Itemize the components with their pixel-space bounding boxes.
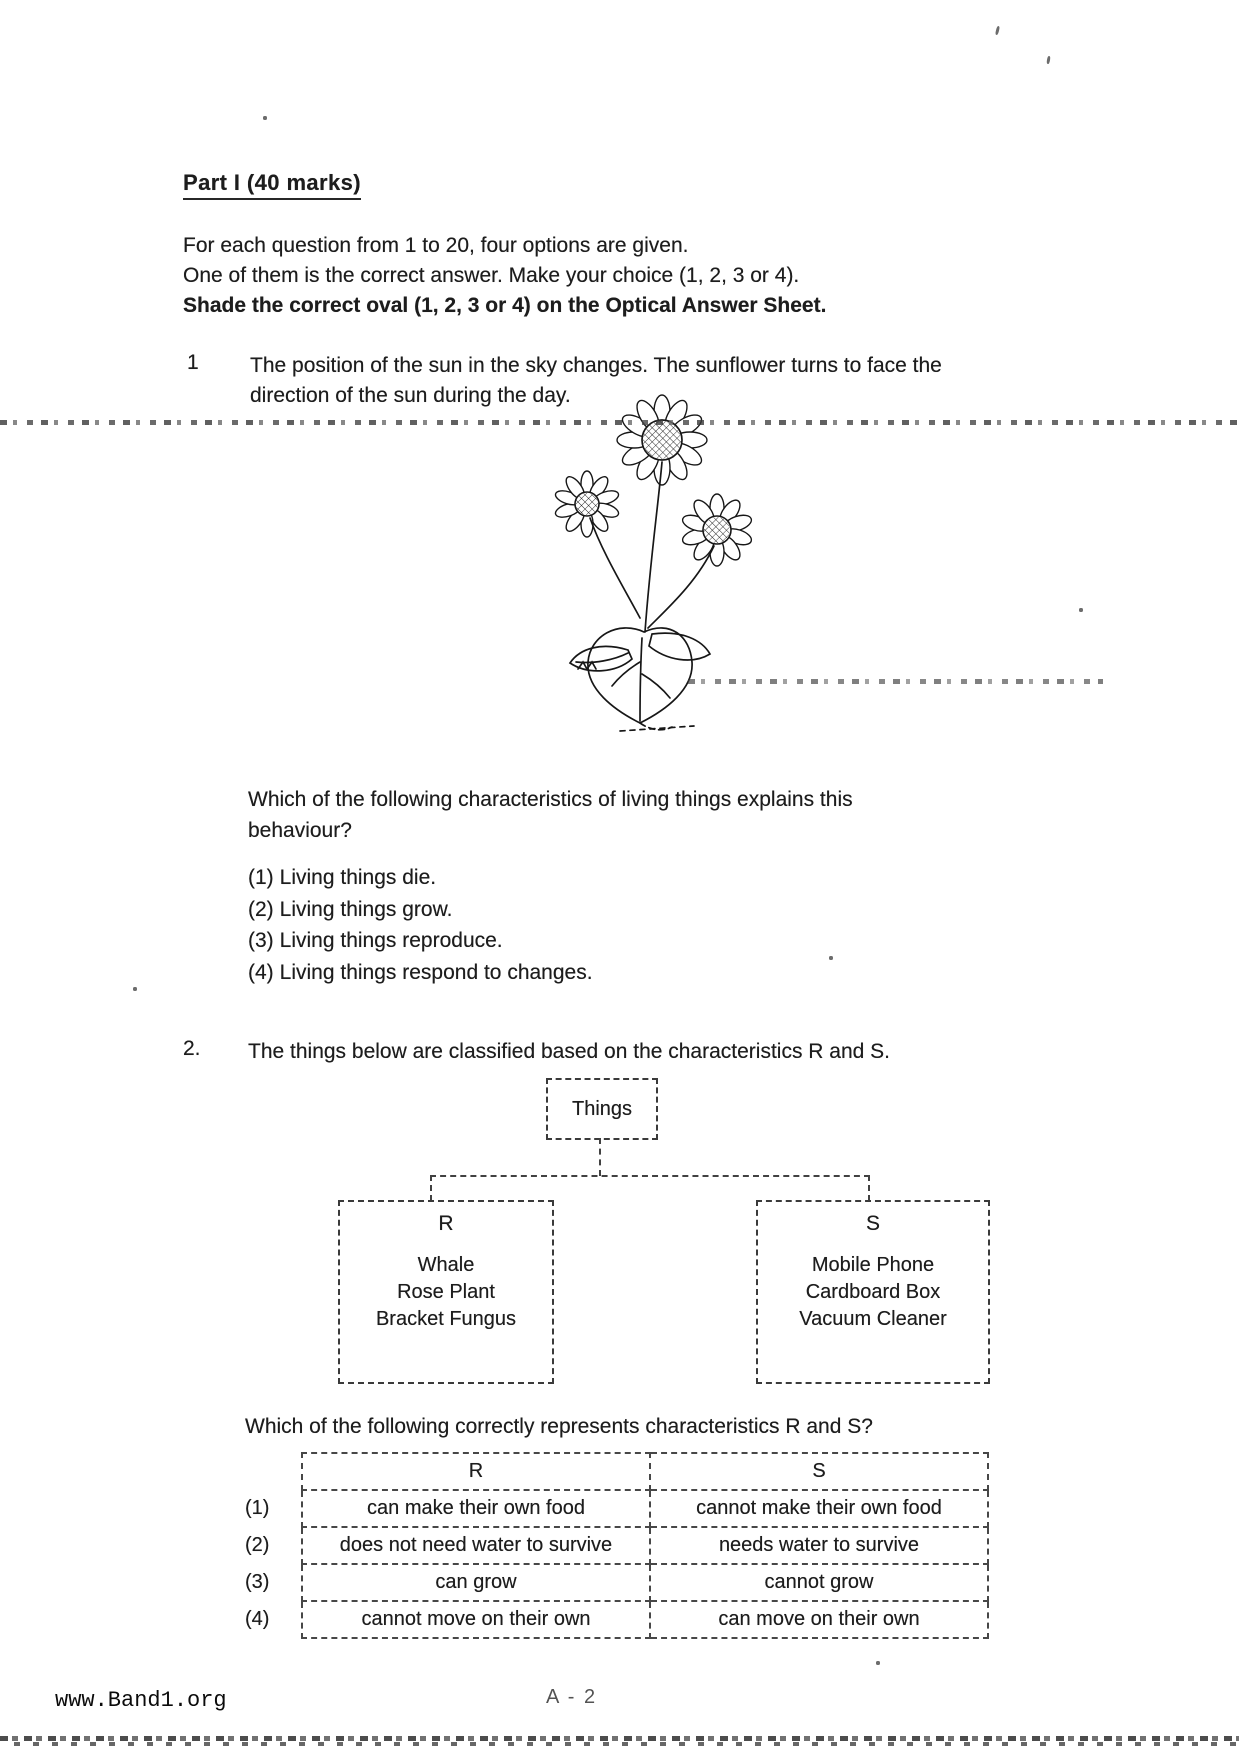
table-cell-r: cannot move on their own (302, 1601, 650, 1638)
diagram-s-items (758, 1252, 988, 1333)
list-item: Bracket Fungus (375, 1308, 517, 1330)
table-header-r: R (302, 1453, 650, 1490)
page-number: A - 2 (546, 1686, 598, 1708)
scan-noise-band (0, 420, 1239, 425)
option-label: (4) (248, 960, 274, 984)
option-label: (3) (248, 929, 274, 952)
diagram-connector-root (599, 1138, 601, 1176)
diagram-r-items (340, 1252, 552, 1333)
table-cell-r: does not need water to survive (302, 1527, 650, 1564)
diagram-r-box (338, 1200, 554, 1384)
scan-noise-band (0, 1736, 1239, 1747)
table-cell-r: can grow (302, 1564, 650, 1601)
table-cell-s: cannot grow (650, 1564, 988, 1601)
row-number: (3) (245, 1571, 270, 1593)
table-row (245, 1527, 988, 1564)
diagram-s-box (756, 1200, 990, 1384)
table-header-s: S (650, 1453, 988, 1490)
list-item: Mobile Phone (811, 1254, 935, 1276)
q1-option-3 (248, 925, 599, 957)
option-text: Living things respond to changes. (279, 960, 593, 984)
sunflower-illustration (532, 392, 822, 737)
instruction-line-2: One of them is the correct answer. Make your choice (1, 2, 3 or 4). (183, 264, 800, 287)
sunflower-right-bloom (681, 494, 754, 566)
q1-option-1 (248, 862, 599, 894)
option-label: (1) (248, 866, 274, 889)
q1-number: 1 (187, 351, 199, 374)
diagram-root-box (546, 1078, 658, 1140)
q1-option-4 (248, 957, 599, 989)
q2-number: 2. (183, 1037, 201, 1060)
q1-prompt: Which of the following characteristics of living things explains this behaviour? (248, 788, 853, 842)
table-cell-s: needs water to survive (650, 1527, 988, 1564)
row-number (245, 1453, 302, 1490)
scan-speck (133, 987, 137, 991)
scan-speck (995, 26, 1000, 35)
part-title: Part I (40 marks) (183, 170, 361, 200)
q2-stem: The things below are classified based on the characteristics R and S. (248, 1040, 891, 1063)
q1-options (248, 862, 599, 988)
table-row (245, 1564, 988, 1601)
option-label: (2) (248, 897, 274, 921)
q1-option-2 (248, 894, 599, 926)
row-number: (1) (245, 1497, 270, 1519)
list-item: Whale (417, 1254, 475, 1276)
row-number: (4) (245, 1608, 270, 1630)
instruction-line-3: Shade the correct oval (1, 2, 3 or 4) on the Optical Answer Sheet. (183, 294, 827, 317)
characteristics-table (245, 1452, 989, 1639)
option-text: Living things reproduce. (279, 929, 503, 952)
diagram-r-label: R (438, 1212, 454, 1235)
diagram-s-label: S (865, 1212, 880, 1235)
diagram-connector-branch (430, 1175, 870, 1177)
sunflower-left-bloom (554, 471, 620, 537)
q2-prompt: Which of the following correctly represents characteristics R and S? (245, 1415, 873, 1438)
scan-speck (829, 956, 833, 960)
scan-noise-band (688, 679, 1103, 684)
diagram-root-label: Things (571, 1097, 633, 1120)
instruction-line-1: For each question from 1 to 20, four options are given. (183, 234, 689, 257)
list-item: Rose Plant (397, 1281, 495, 1303)
scan-speck (876, 1661, 880, 1665)
footer-site-text: www.Band1.org (55, 1688, 227, 1713)
scan-speck (1079, 608, 1083, 612)
table-row (245, 1490, 988, 1527)
table-cell-r: can make their own food (302, 1490, 650, 1527)
instructions-block (183, 231, 963, 321)
scan-speck (1046, 56, 1050, 64)
table-row (245, 1601, 988, 1638)
q1-stem: The position of the sun in the sky changes. The sunflower turns to face the direction of the sun during the day. (250, 354, 942, 407)
table-header-row (245, 1453, 988, 1490)
diagram-connector-left (430, 1175, 432, 1201)
table-cell-s: cannot make their own food (650, 1490, 988, 1527)
option-text: Living things grow. (279, 897, 453, 921)
list-item: Vacuum Cleaner (799, 1308, 947, 1330)
list-item: Cardboard Box (805, 1281, 941, 1303)
table-cell-s: can move on their own (650, 1601, 988, 1638)
diagram-connector-right (868, 1175, 870, 1201)
scan-speck (263, 116, 267, 120)
row-number: (2) (245, 1534, 270, 1556)
option-text: Living things die. (279, 866, 437, 889)
sunflower-main-bloom (617, 395, 707, 485)
